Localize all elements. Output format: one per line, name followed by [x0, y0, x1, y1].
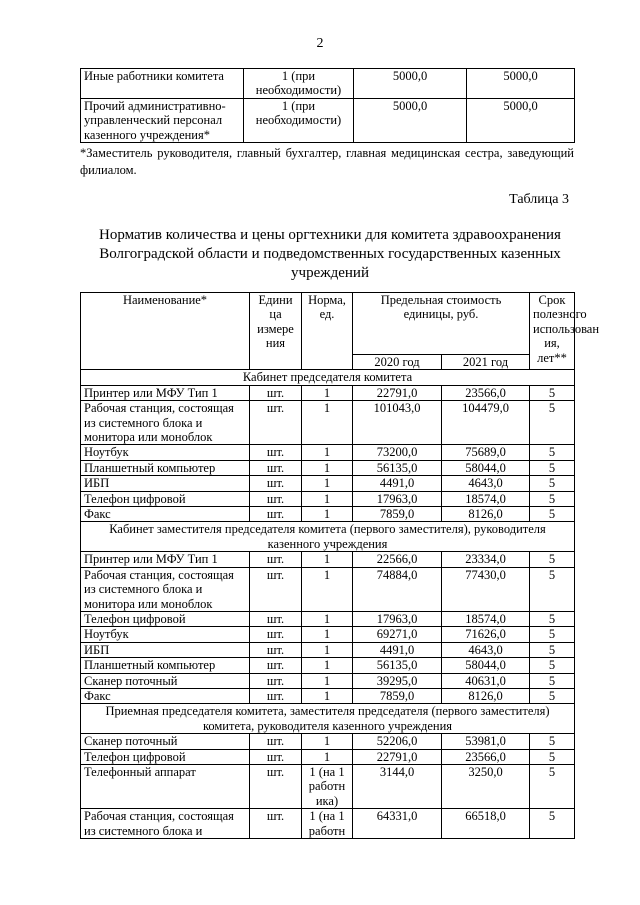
table-row — [81, 401, 575, 445]
cell-term: 5 — [530, 764, 575, 808]
cell-2021: 58044,0 — [442, 460, 530, 475]
header-norm: Норма, ед. — [302, 293, 353, 370]
table-row — [81, 611, 575, 626]
cell-term: 5 — [530, 673, 575, 688]
table-row — [81, 445, 575, 460]
cell-2021: 66518,0 — [442, 809, 530, 839]
cell-2021: 23566,0 — [442, 385, 530, 400]
top-table — [80, 68, 575, 143]
header-year-2021: 2021 год — [442, 355, 530, 370]
cell-norm: 1 — [302, 476, 353, 491]
cell-term: 5 — [530, 658, 575, 673]
cell-unit: шт. — [250, 552, 302, 567]
cell-term: 5 — [530, 809, 575, 839]
cell-name: Рабочая станция, состоящая из системного блока и — [81, 809, 250, 839]
table-row — [81, 673, 575, 688]
table-row — [81, 658, 575, 673]
cell-unit: шт. — [250, 401, 302, 445]
cell-2020: 56135,0 — [353, 658, 442, 673]
cell-unit: шт. — [250, 567, 302, 611]
table-row — [81, 69, 575, 99]
section-title: Кабинет председателя комитета — [81, 370, 575, 385]
cell-2020: 4491,0 — [353, 476, 442, 491]
cell-2021: 8126,0 — [442, 688, 530, 703]
cell-2020: 73200,0 — [353, 445, 442, 460]
cell-name: Прочий административно-управленческий персонал казенного учреждения* — [81, 98, 244, 142]
table-row — [81, 688, 575, 703]
cell-2021: 4643,0 — [442, 476, 530, 491]
cell-2020: 22791,0 — [353, 385, 442, 400]
cell-norm: 1 — [302, 611, 353, 626]
table-row — [81, 476, 575, 491]
cell-name: ИБП — [81, 476, 250, 491]
footnote: *Заместитель руководителя, главный бухгалтер, главная медицинская сестра, заведующий филиалом. — [80, 146, 574, 177]
header-name: Наименование* — [81, 293, 250, 370]
section-title: Кабинет заместителя председателя комитета (первого заместителя), руководителя казенного учреждения — [81, 522, 575, 552]
cell-term: 5 — [530, 688, 575, 703]
table-row — [81, 764, 575, 808]
cell-unit: шт. — [250, 809, 302, 839]
cell-name: Планшетный компьютер — [81, 460, 250, 475]
cell-unit: шт. — [250, 507, 302, 522]
cell-2020: 52206,0 — [353, 734, 442, 749]
cell-term: 5 — [530, 385, 575, 400]
cell-term: 5 — [530, 552, 575, 567]
cell-2020: 56135,0 — [353, 460, 442, 475]
cell-term: 5 — [530, 642, 575, 657]
cell-norm: 1 — [302, 642, 353, 657]
cell-norm: 1 — [302, 460, 353, 475]
cell-norm: 1 (на 1 работн ика) — [302, 764, 353, 808]
cell-norm: 1 — [302, 507, 353, 522]
cell-2021: 18574,0 — [442, 611, 530, 626]
cell-2020: 64331,0 — [353, 809, 442, 839]
section-title: Приемная председателя комитета, заместителя председателя (первого заместителя) комитета, руководителя казенного учреждения — [81, 704, 575, 734]
section-row — [81, 704, 575, 734]
cell-name: Планшетный компьютер — [81, 658, 250, 673]
cell-norm: 1 — [302, 491, 353, 506]
cell-name: ИБП — [81, 642, 250, 657]
table-title: Норматив количества и цены оргтехники для комитета здравоохранения Волгоградской области и подведомственных государственных казенных учреждений — [99, 227, 561, 281]
cell-2021: 71626,0 — [442, 627, 530, 642]
cell-term: 5 — [530, 401, 575, 445]
cell-norm: 1 (на 1 работн — [302, 809, 353, 839]
cell-2021: 58044,0 — [442, 658, 530, 673]
cell-norm: 1 (при необходимости) — [244, 98, 354, 142]
cell-norm: 1 — [302, 658, 353, 673]
equipment-table — [80, 292, 600, 839]
cell-term: 5 — [530, 734, 575, 749]
cell-2021: 18574,0 — [442, 491, 530, 506]
cell-unit: шт. — [250, 476, 302, 491]
cell-2020: 74884,0 — [353, 567, 442, 611]
cell-norm: 1 — [302, 552, 353, 567]
cell-2021: 5000,0 — [467, 69, 575, 99]
cell-name: Иные работники комитета — [81, 69, 244, 99]
cell-unit: шт. — [250, 764, 302, 808]
cell-name: Рабочая станция, состоящая из системного блока и монитора или моноблок — [81, 401, 250, 445]
cell-name: Телефонный аппарат — [81, 764, 250, 808]
cell-unit: шт. — [250, 385, 302, 400]
table-label: Таблица 3 — [509, 192, 569, 207]
cell-name: Факс — [81, 688, 250, 703]
cell-term: 5 — [530, 627, 575, 642]
table-row — [81, 749, 575, 764]
cell-2020: 69271,0 — [353, 627, 442, 642]
cell-name: Телефон цифровой — [81, 611, 250, 626]
cell-norm: 1 — [302, 673, 353, 688]
cell-2020: 5000,0 — [354, 69, 467, 99]
cell-unit: шт. — [250, 611, 302, 626]
table-row — [81, 627, 575, 642]
cell-name: Принтер или МФУ Тип 1 — [81, 552, 250, 567]
page-number: 2 — [316, 36, 324, 51]
cell-unit: шт. — [250, 491, 302, 506]
cell-name: Факс — [81, 507, 250, 522]
cell-term: 5 — [530, 749, 575, 764]
cell-name: Ноутбук — [81, 445, 250, 460]
cell-2020: 5000,0 — [354, 98, 467, 142]
cell-unit: шт. — [250, 658, 302, 673]
cell-term: 5 — [530, 476, 575, 491]
cell-name: Сканер поточный — [81, 734, 250, 749]
cell-unit: шт. — [250, 688, 302, 703]
cell-2021: 5000,0 — [467, 98, 575, 142]
cell-2021: 53981,0 — [442, 734, 530, 749]
cell-norm: 1 (при необходимости) — [244, 69, 354, 99]
cell-term: 5 — [530, 507, 575, 522]
cell-2021: 23334,0 — [442, 552, 530, 567]
cell-name: Телефон цифровой — [81, 491, 250, 506]
cell-2021: 104479,0 — [442, 401, 530, 445]
table-row — [81, 98, 575, 142]
table-row — [81, 507, 575, 522]
cell-2021: 77430,0 — [442, 567, 530, 611]
cell-2021: 75689,0 — [442, 445, 530, 460]
cell-name: Рабочая станция, состоящая из системного блока и монитора или моноблок — [81, 567, 250, 611]
cell-2020: 7859,0 — [353, 507, 442, 522]
table-row — [81, 567, 575, 611]
cell-2021: 40631,0 — [442, 673, 530, 688]
cell-2020: 3144,0 — [353, 764, 442, 808]
section-row — [81, 370, 575, 385]
cell-2020: 17963,0 — [353, 491, 442, 506]
table-row — [81, 460, 575, 475]
header-year-2020: 2020 год — [353, 355, 442, 370]
cell-norm: 1 — [302, 385, 353, 400]
cell-term: 5 — [530, 567, 575, 611]
cell-name: Телефон цифровой — [81, 749, 250, 764]
cell-term: 5 — [530, 611, 575, 626]
cell-unit: шт. — [250, 749, 302, 764]
cell-2021: 4643,0 — [442, 642, 530, 657]
cell-unit: шт. — [250, 734, 302, 749]
table-row — [81, 491, 575, 506]
cell-2021: 8126,0 — [442, 507, 530, 522]
cell-name: Ноутбук — [81, 627, 250, 642]
cell-2021: 3250,0 — [442, 764, 530, 808]
cell-2020: 4491,0 — [353, 642, 442, 657]
cell-norm: 1 — [302, 734, 353, 749]
section-row — [81, 522, 575, 552]
cell-unit: шт. — [250, 642, 302, 657]
cell-norm: 1 — [302, 688, 353, 703]
table-row — [81, 552, 575, 567]
cell-norm: 1 — [302, 749, 353, 764]
cell-2020: 101043,0 — [353, 401, 442, 445]
cell-2020: 22791,0 — [353, 749, 442, 764]
cell-2020: 39295,0 — [353, 673, 442, 688]
cell-norm: 1 — [302, 401, 353, 445]
cell-term: 5 — [530, 460, 575, 475]
table-row — [81, 734, 575, 749]
cell-unit: шт. — [250, 627, 302, 642]
cell-norm: 1 — [302, 567, 353, 611]
cell-2020: 17963,0 — [353, 611, 442, 626]
cell-2021: 23566,0 — [442, 749, 530, 764]
cell-name: Принтер или МФУ Тип 1 — [81, 385, 250, 400]
cell-term: 5 — [530, 445, 575, 460]
cell-norm: 1 — [302, 445, 353, 460]
cell-name: Сканер поточный — [81, 673, 250, 688]
cell-unit: шт. — [250, 460, 302, 475]
cell-term: 5 — [530, 491, 575, 506]
table-row — [81, 642, 575, 657]
table-row — [81, 385, 575, 400]
header-price: Предельная стоимость единицы, руб. — [353, 293, 530, 355]
table-row — [81, 809, 575, 839]
cell-norm: 1 — [302, 627, 353, 642]
header-unit: Едини ца измере ния — [250, 293, 302, 370]
cell-unit: шт. — [250, 445, 302, 460]
cell-2020: 22566,0 — [353, 552, 442, 567]
cell-unit: шт. — [250, 673, 302, 688]
header-term: Срок полезного использован ия, лет** — [530, 293, 575, 370]
cell-2020: 7859,0 — [353, 688, 442, 703]
